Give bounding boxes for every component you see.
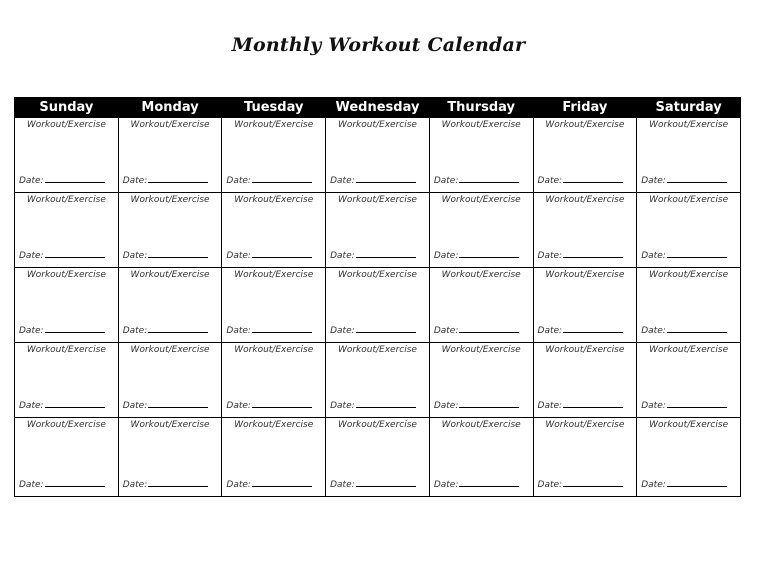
day-cell[interactable] xyxy=(222,418,326,497)
workout-exercise-label: Workout/Exercise xyxy=(130,345,210,355)
day-cell-content xyxy=(15,343,118,417)
date-blank-line[interactable] xyxy=(45,173,105,183)
date-field[interactable] xyxy=(123,398,209,411)
date-label: Date: xyxy=(433,480,459,490)
date-label: Date: xyxy=(122,480,148,490)
workout-exercise-label: Workout/Exercise xyxy=(441,195,521,205)
day-cell-content xyxy=(222,193,325,267)
day-cell-content xyxy=(326,418,429,496)
day-cell[interactable] xyxy=(15,343,119,418)
workout-exercise-label: Workout/Exercise xyxy=(26,270,106,280)
date-blank-line[interactable] xyxy=(459,398,519,408)
date-label: Date: xyxy=(19,480,44,490)
day-header-tuesday: Tuesday xyxy=(222,98,326,118)
day-cell[interactable] xyxy=(15,118,119,193)
date-label: Date: xyxy=(433,176,459,186)
date-blank-line[interactable] xyxy=(356,173,416,183)
day-cell-content xyxy=(15,418,118,496)
date-label: Date: xyxy=(330,176,355,186)
date-field[interactable] xyxy=(538,173,624,186)
date-field[interactable] xyxy=(123,173,209,186)
date-label: Date: xyxy=(641,251,666,261)
date-field[interactable] xyxy=(226,173,312,186)
date-blank-line[interactable] xyxy=(148,248,208,258)
week-row xyxy=(15,343,741,418)
date-field[interactable] xyxy=(641,323,727,336)
date-label: Date: xyxy=(19,326,44,336)
date-label: Date: xyxy=(226,326,251,336)
date-field[interactable] xyxy=(19,398,105,411)
date-field[interactable] xyxy=(641,398,727,411)
date-blank-line[interactable] xyxy=(563,248,623,258)
day-cell[interactable] xyxy=(15,418,119,497)
date-blank-line[interactable] xyxy=(459,323,519,333)
date-label: Date: xyxy=(330,251,355,261)
date-field[interactable] xyxy=(434,398,520,411)
date-label: Date: xyxy=(641,176,666,186)
date-field[interactable] xyxy=(19,248,105,261)
day-cell-content xyxy=(119,118,222,192)
day-cell[interactable] xyxy=(222,268,326,343)
day-header-sunday: Sunday xyxy=(15,98,119,118)
date-field[interactable] xyxy=(19,173,105,186)
date-blank-line[interactable] xyxy=(252,173,312,183)
day-cell-content xyxy=(534,343,637,417)
date-blank-line[interactable] xyxy=(252,248,312,258)
day-cell[interactable] xyxy=(222,118,326,193)
day-cell-content xyxy=(222,118,325,192)
date-label: Date: xyxy=(226,251,251,261)
date-blank-line[interactable] xyxy=(563,398,623,408)
day-cell[interactable] xyxy=(429,118,533,193)
day-cell-content xyxy=(15,118,118,192)
day-cell-content xyxy=(430,118,533,192)
day-cell[interactable] xyxy=(637,118,741,193)
date-field[interactable] xyxy=(434,323,520,336)
day-cell[interactable] xyxy=(118,193,222,268)
workout-calendar-table xyxy=(14,97,741,497)
date-field[interactable] xyxy=(123,323,209,336)
day-cell[interactable] xyxy=(429,343,533,418)
day-header-wednesday: Wednesday xyxy=(326,98,430,118)
day-cell-content xyxy=(430,268,533,342)
day-cell[interactable] xyxy=(637,418,741,497)
date-label: Date: xyxy=(122,401,148,411)
day-cell[interactable] xyxy=(118,343,222,418)
date-blank-line[interactable] xyxy=(45,323,105,333)
workout-exercise-label: Workout/Exercise xyxy=(649,420,729,430)
day-cell[interactable] xyxy=(326,268,430,343)
day-cell[interactable] xyxy=(15,268,119,343)
week-row xyxy=(15,268,741,343)
workout-exercise-label: Workout/Exercise xyxy=(337,195,417,205)
workout-exercise-label: Workout/Exercise xyxy=(545,270,625,280)
date-blank-line[interactable] xyxy=(667,248,727,258)
date-field[interactable] xyxy=(434,477,520,490)
day-cell[interactable] xyxy=(637,193,741,268)
day-cell[interactable] xyxy=(118,268,222,343)
day-cell-content xyxy=(119,268,222,342)
date-label: Date: xyxy=(19,176,44,186)
workout-exercise-label: Workout/Exercise xyxy=(545,345,625,355)
date-blank-line[interactable] xyxy=(252,398,312,408)
day-cell-content xyxy=(534,268,637,342)
date-blank-line[interactable] xyxy=(45,398,105,408)
workout-exercise-label: Workout/Exercise xyxy=(545,195,625,205)
date-field[interactable] xyxy=(226,398,312,411)
date-label: Date: xyxy=(226,401,251,411)
day-cell-content xyxy=(326,268,429,342)
workout-exercise-label: Workout/Exercise xyxy=(545,420,625,430)
date-blank-line[interactable] xyxy=(356,477,416,487)
workout-exercise-label: Workout/Exercise xyxy=(26,345,106,355)
day-cell-content xyxy=(119,343,222,417)
date-label: Date: xyxy=(537,401,563,411)
date-field[interactable] xyxy=(19,323,105,336)
workout-exercise-label: Workout/Exercise xyxy=(234,345,314,355)
week-row xyxy=(15,418,741,497)
day-cell[interactable] xyxy=(326,118,430,193)
date-label: Date: xyxy=(226,480,251,490)
date-blank-line[interactable] xyxy=(667,477,727,487)
day-cell-content xyxy=(119,418,222,496)
date-blank-line[interactable] xyxy=(148,323,208,333)
day-cell[interactable] xyxy=(15,193,119,268)
day-cell-content xyxy=(637,418,740,496)
workout-exercise-label: Workout/Exercise xyxy=(130,120,210,130)
date-field[interactable] xyxy=(641,173,727,186)
day-cell-content xyxy=(222,343,325,417)
workout-exercise-label: Workout/Exercise xyxy=(234,120,314,130)
day-cell-content xyxy=(15,268,118,342)
date-field[interactable] xyxy=(330,398,416,411)
day-cell[interactable] xyxy=(533,118,637,193)
day-cell[interactable] xyxy=(429,268,533,343)
day-cell-content xyxy=(430,193,533,267)
date-label: Date: xyxy=(537,326,563,336)
day-cell-content xyxy=(222,418,325,496)
date-label: Date: xyxy=(330,401,355,411)
workout-exercise-label: Workout/Exercise xyxy=(649,195,729,205)
date-blank-line[interactable] xyxy=(459,173,519,183)
day-cell[interactable] xyxy=(118,118,222,193)
day-cell[interactable] xyxy=(429,418,533,497)
day-header-thursday: Thursday xyxy=(429,98,533,118)
date-label: Date: xyxy=(537,480,563,490)
workout-exercise-label: Workout/Exercise xyxy=(234,420,314,430)
date-blank-line[interactable] xyxy=(45,477,105,487)
date-field[interactable] xyxy=(226,323,312,336)
day-cell-content xyxy=(637,193,740,267)
day-cell-content xyxy=(222,268,325,342)
date-label: Date: xyxy=(330,480,355,490)
date-field[interactable] xyxy=(226,248,312,261)
day-cell-content xyxy=(534,193,637,267)
date-field[interactable] xyxy=(538,323,624,336)
workout-exercise-label: Workout/Exercise xyxy=(441,420,521,430)
day-cell[interactable] xyxy=(222,193,326,268)
day-cell[interactable] xyxy=(533,418,637,497)
date-blank-line[interactable] xyxy=(356,323,416,333)
day-cell[interactable] xyxy=(326,418,430,497)
day-header-row xyxy=(15,98,741,118)
day-cell-content xyxy=(119,193,222,267)
date-field[interactable] xyxy=(641,477,727,490)
day-cell[interactable] xyxy=(533,268,637,343)
day-cell[interactable] xyxy=(118,418,222,497)
workout-exercise-label: Workout/Exercise xyxy=(649,345,729,355)
day-cell-content xyxy=(326,343,429,417)
date-field[interactable] xyxy=(434,173,520,186)
date-label: Date: xyxy=(641,480,666,490)
workout-exercise-label: Workout/Exercise xyxy=(441,270,521,280)
day-cell[interactable] xyxy=(326,193,430,268)
workout-exercise-label: Workout/Exercise xyxy=(234,195,314,205)
date-field[interactable] xyxy=(538,398,624,411)
day-header-monday: Monday xyxy=(118,98,222,118)
day-cell-content xyxy=(637,118,740,192)
day-header-friday: Friday xyxy=(533,98,637,118)
workout-exercise-label: Workout/Exercise xyxy=(441,345,521,355)
date-blank-line[interactable] xyxy=(148,173,208,183)
date-field[interactable] xyxy=(19,477,105,490)
date-blank-line[interactable] xyxy=(252,477,312,487)
date-blank-line[interactable] xyxy=(563,477,623,487)
date-label: Date: xyxy=(330,326,355,336)
date-blank-line[interactable] xyxy=(667,173,727,183)
date-field[interactable] xyxy=(538,248,624,261)
date-label: Date: xyxy=(537,251,563,261)
date-label: Date: xyxy=(122,176,148,186)
week-row xyxy=(15,193,741,268)
workout-exercise-label: Workout/Exercise xyxy=(649,270,729,280)
date-field[interactable] xyxy=(330,323,416,336)
workout-exercise-label: Workout/Exercise xyxy=(234,270,314,280)
day-cell-content xyxy=(534,118,637,192)
workout-exercise-label: Workout/Exercise xyxy=(545,120,625,130)
date-blank-line[interactable] xyxy=(45,248,105,258)
date-label: Date: xyxy=(433,401,459,411)
workout-exercise-label: Workout/Exercise xyxy=(130,270,210,280)
date-label: Date: xyxy=(433,251,459,261)
day-cell-content xyxy=(430,343,533,417)
date-blank-line[interactable] xyxy=(563,323,623,333)
day-cell-content xyxy=(326,118,429,192)
calendar-body xyxy=(15,118,741,497)
date-blank-line[interactable] xyxy=(667,398,727,408)
workout-exercise-label: Workout/Exercise xyxy=(26,120,106,130)
day-cell[interactable] xyxy=(637,343,741,418)
date-blank-line[interactable] xyxy=(667,323,727,333)
day-cell[interactable] xyxy=(222,343,326,418)
date-field[interactable] xyxy=(226,477,312,490)
workout-exercise-label: Workout/Exercise xyxy=(337,270,417,280)
day-cell[interactable] xyxy=(533,343,637,418)
date-label: Date: xyxy=(537,176,563,186)
day-cell-content xyxy=(534,418,637,496)
day-cell-content xyxy=(637,268,740,342)
date-field[interactable] xyxy=(123,477,209,490)
date-blank-line[interactable] xyxy=(252,323,312,333)
date-blank-line[interactable] xyxy=(356,248,416,258)
workout-exercise-label: Workout/Exercise xyxy=(337,420,417,430)
workout-exercise-label: Workout/Exercise xyxy=(441,120,521,130)
day-cell[interactable] xyxy=(326,343,430,418)
day-header-saturday: Saturday xyxy=(637,98,741,118)
workout-exercise-label: Workout/Exercise xyxy=(130,195,210,205)
date-label: Date: xyxy=(122,251,148,261)
date-field[interactable] xyxy=(538,477,624,490)
date-label: Date: xyxy=(19,401,44,411)
date-label: Date: xyxy=(19,251,44,261)
date-field[interactable] xyxy=(123,248,209,261)
day-cell[interactable] xyxy=(637,268,741,343)
day-cell-content xyxy=(430,418,533,496)
day-cell[interactable] xyxy=(533,193,637,268)
date-label: Date: xyxy=(226,176,251,186)
date-label: Date: xyxy=(433,326,459,336)
date-label: Date: xyxy=(122,326,148,336)
date-blank-line[interactable] xyxy=(563,173,623,183)
date-field[interactable] xyxy=(330,248,416,261)
workout-exercise-label: Workout/Exercise xyxy=(649,120,729,130)
date-label: Date: xyxy=(641,326,666,336)
date-label: Date: xyxy=(641,401,666,411)
date-blank-line[interactable] xyxy=(459,477,519,487)
day-cell-content xyxy=(637,343,740,417)
date-field[interactable] xyxy=(641,248,727,261)
calendar-title: Monthly Workout Calendar xyxy=(231,34,526,56)
date-field[interactable] xyxy=(330,477,416,490)
date-field[interactable] xyxy=(330,173,416,186)
date-blank-line[interactable] xyxy=(148,477,208,487)
date-blank-line[interactable] xyxy=(148,398,208,408)
day-cell-content xyxy=(15,193,118,267)
workout-exercise-label: Workout/Exercise xyxy=(130,420,210,430)
workout-exercise-label: Workout/Exercise xyxy=(26,195,106,205)
week-row xyxy=(15,118,741,193)
workout-exercise-label: Workout/Exercise xyxy=(337,120,417,130)
date-field[interactable] xyxy=(434,248,520,261)
day-cell[interactable] xyxy=(429,193,533,268)
workout-exercise-label: Workout/Exercise xyxy=(26,420,106,430)
date-blank-line[interactable] xyxy=(459,248,519,258)
day-cell-content xyxy=(326,193,429,267)
workout-exercise-label: Workout/Exercise xyxy=(337,345,417,355)
date-blank-line[interactable] xyxy=(356,398,416,408)
